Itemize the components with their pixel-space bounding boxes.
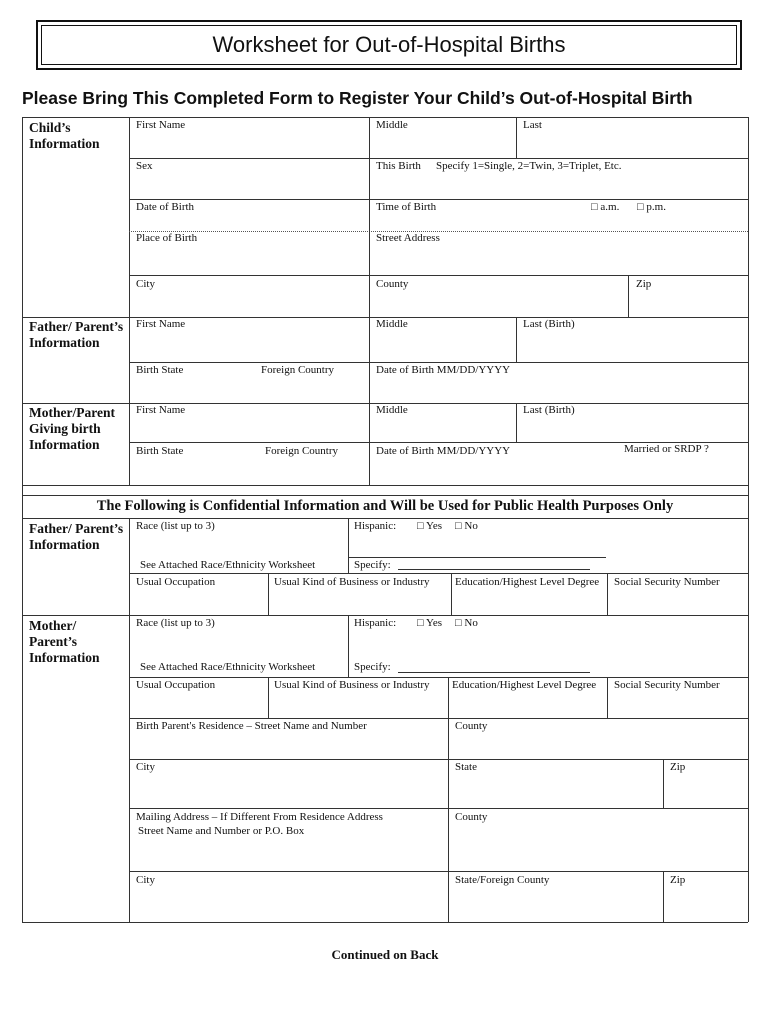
grid-line (129, 158, 748, 159)
grid-line (451, 573, 452, 615)
grid-line (129, 362, 748, 363)
section-father: Father/ Parent’s Information (29, 319, 124, 350)
father-race-field[interactable]: Race (list up to 3) (136, 520, 215, 532)
grid-line (348, 557, 606, 558)
mother-hispanic-label: Hispanic: (354, 617, 397, 629)
section-conf-father: Father/ Parent’s Information (29, 521, 124, 552)
grid-line (129, 677, 748, 678)
residence-county-field[interactable]: County (455, 720, 488, 732)
table-border-top (22, 117, 748, 118)
mother-education-field[interactable]: Education/Highest Level Degree (452, 679, 597, 691)
child-zip-field[interactable]: Zip (636, 278, 652, 290)
grid-line (516, 317, 517, 362)
father-education-field[interactable]: Education/Highest Level Degree (455, 576, 600, 588)
mailing-county-field[interactable]: County (455, 811, 488, 823)
grid-line (369, 317, 370, 403)
father-hispanic-no[interactable]: □ No (455, 520, 478, 532)
father-see-attached: See Attached Race/Ethnicity Worksheet (140, 559, 316, 571)
table-border-left (22, 117, 23, 922)
grid-line (129, 759, 748, 760)
child-sex-field[interactable]: Sex (136, 160, 153, 172)
title-box (36, 20, 742, 70)
mailing-zip-field[interactable]: Zip (670, 874, 686, 886)
father-hispanic-label: Hispanic: (354, 520, 397, 532)
grid-line (22, 485, 748, 486)
residence-city-field[interactable]: City (136, 761, 155, 773)
child-county-field[interactable]: County (376, 278, 409, 290)
grid-line (607, 573, 608, 615)
continued-on-back: Continued on Back (331, 947, 439, 962)
father-ssn-field[interactable]: Social Security Number (614, 576, 720, 588)
mother-dob-field[interactable]: Date of Birth MM/DD/YYYY (376, 445, 511, 457)
mailing-address-note: Street Name and Number or P.O. Box (138, 825, 305, 837)
father-specify-input[interactable] (398, 569, 590, 570)
grid-line (628, 275, 629, 317)
mother-hispanic-no[interactable]: □ No (455, 617, 478, 629)
grid-line (129, 199, 748, 200)
table-border-right (748, 117, 749, 922)
table-border-bottom (22, 922, 748, 923)
child-dob-field[interactable]: Date of Birth (136, 201, 195, 213)
child-street-field[interactable]: Street Address (376, 232, 440, 244)
father-foreign-country-field[interactable]: Foreign Country (261, 364, 335, 376)
grid-line (348, 518, 349, 573)
child-place-field[interactable]: Place of Birth (136, 232, 198, 244)
grid-line (663, 759, 664, 808)
father-last-field[interactable]: Last (Birth) (523, 318, 575, 330)
mother-middle-field[interactable]: Middle (376, 404, 408, 416)
mother-specify-label: Specify: (354, 661, 391, 673)
mother-foreign-country-field[interactable]: Foreign Country (265, 445, 339, 457)
mother-occupation-field[interactable]: Usual Occupation (136, 679, 216, 691)
confidential-heading: The Following is Confidential Information and Will be Used for Public Health Purposes Only (96, 498, 674, 514)
section-conf-mother: Mother/ Parent’s Information (29, 618, 100, 665)
father-specify-label: Specify: (354, 559, 391, 571)
grid-line (607, 677, 608, 718)
grid-line (348, 615, 349, 677)
grid-line (663, 871, 664, 922)
child-first-name-field[interactable]: First Name (136, 119, 186, 131)
grid-line (129, 275, 748, 276)
mother-birth-state-field[interactable]: Birth State (136, 445, 184, 457)
grid-line (22, 495, 748, 496)
form-title: Worksheet for Out-of-Hospital Births (41, 25, 737, 65)
grid-line (22, 518, 748, 519)
grid-line (129, 573, 748, 574)
mother-business-field[interactable]: Usual Kind of Business or Industry (274, 679, 430, 691)
father-business-field[interactable]: Usual Kind of Business or Industry (274, 576, 430, 588)
grid-line (268, 677, 269, 718)
section-child: Child’s Information (29, 120, 100, 151)
grid-line (369, 199, 370, 317)
grid-line (129, 871, 748, 872)
grid-line (22, 615, 748, 616)
mother-last-field[interactable]: Last (Birth) (523, 404, 575, 416)
father-hispanic-yes[interactable]: □ Yes (417, 520, 442, 532)
mother-hispanic-yes[interactable]: □ Yes (417, 617, 442, 629)
mailing-address-field[interactable]: Mailing Address – If Different From Residence Address (136, 811, 383, 823)
child-time-field[interactable]: Time of Birth (376, 201, 437, 213)
father-birth-state-field[interactable]: Birth State (136, 364, 184, 376)
mother-ssn-field[interactable]: Social Security Number (614, 679, 720, 691)
grid-line (448, 677, 449, 718)
am-checkbox[interactable]: □ a.m. (591, 201, 620, 213)
grid-line (369, 403, 370, 485)
father-middle-field[interactable]: Middle (376, 318, 408, 330)
child-birth-specify: Specify 1=Single, 2=Twin, 3=Triplet, Etc. (436, 160, 622, 172)
residence-street-field[interactable]: Birth Parent's Residence – Street Name and Number (136, 720, 367, 732)
grid-line (516, 117, 517, 158)
grid-line (129, 808, 748, 809)
grid-line (516, 403, 517, 442)
child-this-birth-field[interactable]: This Birth (376, 160, 421, 172)
form-subtitle: Please Bring This Completed Form to Register Your Child’s Out-of-Hospital Birth (22, 88, 693, 108)
mother-race-field[interactable]: Race (list up to 3) (136, 617, 215, 629)
grid-line (448, 718, 449, 922)
mailing-state-field[interactable]: State/Foreign County (455, 874, 550, 886)
section-mother: Mother/Parent Giving birth Information (29, 405, 115, 452)
child-city-field[interactable]: City (136, 278, 155, 290)
residence-zip-field[interactable]: Zip (670, 761, 686, 773)
label-column-divider-2 (129, 518, 130, 922)
grid-line (268, 573, 269, 615)
mother-first-name-field[interactable]: First Name (136, 404, 186, 416)
father-occupation-field[interactable]: Usual Occupation (136, 576, 216, 588)
mailing-city-field[interactable]: City (136, 874, 155, 886)
grid-line (129, 718, 748, 719)
residence-state-field[interactable]: State (455, 761, 477, 773)
child-last-field[interactable]: Last (523, 119, 542, 131)
pm-checkbox[interactable]: □ p.m. (637, 201, 666, 213)
mother-specify-input[interactable] (398, 672, 590, 673)
child-middle-field[interactable]: Middle (376, 119, 408, 131)
father-first-name-field[interactable]: First Name (136, 318, 186, 330)
mother-see-attached: See Attached Race/Ethnicity Worksheet (140, 661, 316, 673)
father-dob-field[interactable]: Date of Birth MM/DD/YYYY (376, 364, 511, 376)
mother-married-field[interactable]: Married or SRDP ? (624, 443, 709, 455)
label-column-divider (129, 117, 130, 485)
